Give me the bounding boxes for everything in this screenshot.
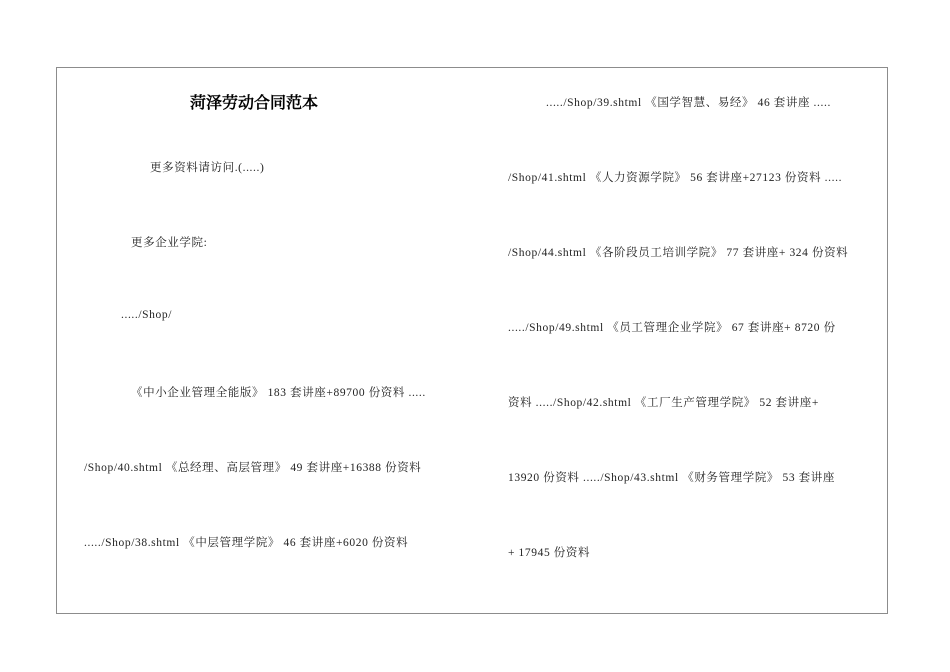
right-line-5: 资料 ...../Shop/42.shtml 《工厂生产管理学院》 52 套讲座+ <box>508 397 819 409</box>
left-line-3: ...../Shop/ <box>121 309 173 321</box>
right-line-2: /Shop/41.shtml 《人力资源学院》 56 套讲座+27123 份资料 ..... <box>508 172 843 184</box>
left-line-5: /Shop/40.shtml 《总经理、高层管理》 49 套讲座+16388 份资料 <box>84 462 422 474</box>
right-line-1: ...../Shop/39.shtml 《国学智慧、易经》 46 套讲座 ..... <box>546 97 831 109</box>
document-page-frame <box>56 67 888 614</box>
left-line-1: 更多资料请访问.(.....) <box>150 162 265 174</box>
right-line-6: 13920 份资料 ...../Shop/43.shtml 《财务管理学院》 53 套讲座 <box>508 472 835 484</box>
right-line-7: + 17945 份资料 <box>508 547 591 559</box>
right-line-3: /Shop/44.shtml 《各阶段员工培训学院》 77 套讲座+ 324 份资料 <box>508 247 849 259</box>
left-line-6: ...../Shop/38.shtml 《中层管理学院》 46 套讲座+6020 份资料 <box>84 537 409 549</box>
document-title: 菏泽劳动合同范本 <box>190 93 319 112</box>
left-line-2: 更多企业学院: <box>131 237 208 249</box>
right-line-4: ...../Shop/49.shtml 《员工管理企业学院》 67 套讲座+ 8720 份 <box>508 322 836 334</box>
left-line-4: 《中小企业管理全能版》 183 套讲座+89700 份资料 ..... <box>131 387 426 399</box>
